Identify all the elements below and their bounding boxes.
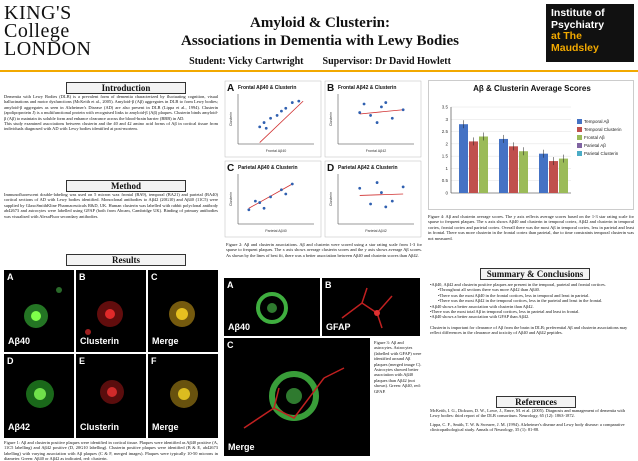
micrograph-clusterin-2 (76, 354, 146, 438)
logo-line: College (4, 20, 70, 42)
logo-line: at The Maudsley (551, 30, 599, 54)
logo-line: LONDON (4, 38, 92, 60)
kings-college-logo (4, 4, 96, 62)
figure-1-caption: Figure 1: Aβ and clusterin positive plaques were identified in cortical tissue. Plaques were identified as Aβ40 positive (A, 11C5 labelling) and Aβ42 positive (D, 20G10 labelling). Clusterin positive plaques were identified (B & E, ab42673 labelling) with varying association with Aβ plaques (C & F, merged images). Plaques were typically 10-50 microns in diameter. Green: Aβ40 or Aβ42 as indicated, red: clusterin. (4, 440, 218, 461)
summary-item: •Aβ40 shows a better association with GFAP than Aβ42. (430, 314, 530, 320)
y-tick-label: 0 (445, 190, 448, 196)
panel-letter: F (151, 356, 157, 366)
x-axis-label: Frontal Aβ42 (365, 149, 387, 153)
data-point (369, 203, 372, 206)
panel-letter: A (227, 83, 235, 94)
poster-title (140, 14, 500, 50)
conclusion-text: Clusterin is important for clearance of Aβ from the brain in DLB; preferential Aβ and clusterin associations may reflect differences in the clearance and toxicity of Aβ40 and Aβ42 peptides. (430, 324, 628, 336)
summary-list (430, 282, 630, 336)
data-point (263, 207, 266, 210)
data-point (280, 188, 283, 191)
panel-label: Aβ40 (8, 336, 31, 346)
summary-item: •Aβ40, Aβ42 and clusterin positive plaques are present in the temporal, parietal and frontal cortices. (430, 282, 606, 287)
panel-letter: A (7, 272, 14, 282)
panel-label: Merge (152, 336, 179, 346)
intro-paragraph: Dementia with Lewy Bodies (DLB) is a prevalent form of dementia characterized by fluctuating cognition, visual hallucinations and motor dysfunctions (McKeith et al., 2005). Amyloid-β (Aβ) aggregates in DLB to form Lewy bodies; amyloid-β aggregates as seen in Alzheimer's Disease (AD) are also present in DLB (Lippa et al., 1994). Clusterin (apolipoprotein J) is a multifunctional protein with recognised links to amyloid-β (Aβ) plaques. Clusterin binds amyloid-β (Aβ) to maintain its soluble form and enhance clearance across the blood-brain barrier (BBB) in AD. (4, 94, 218, 121)
bar (559, 159, 568, 193)
logo-line: KING'S (4, 2, 72, 24)
data-point (265, 127, 268, 130)
intro-heading: Introduction (66, 82, 186, 94)
figure-4-chart (428, 80, 634, 210)
reference-item: Lippa, C. F., Smith, T. W. & Swearer, J. M. (1994). Alzheimer's disease and Lewy body disease: a comparative clinicopathological study. Annals of Neurology, 35 (1): 81-88. (430, 421, 625, 433)
y-tick-label: 1 (445, 165, 448, 171)
panel-letter: B (325, 280, 332, 290)
legend-swatch (577, 127, 582, 132)
figure-2-scatter-grid (224, 80, 424, 240)
y-axis-label: Clusterin (329, 111, 333, 127)
legend-swatch (577, 151, 582, 156)
institute-logo (546, 4, 634, 62)
micrograph-astro-abeta40 (224, 278, 320, 336)
panel-letter: D (327, 163, 335, 174)
method-text: Immunofluorescent double-labeling was used on 5 micron wax frontal (BA9), temporal (BA21) and parietal (BA40) cortical sections of AD with Lewy bodies identified. Monoclonal antibodies to Aβ42 (20G10) and Aβ40 (11C5) were supplied by GlaxoSmithKline Pharmaceuticals R&D, UK. Human clusterin was labelled with rabbit polyclonal antibody ab42673 and astrocytes were labelled using GFAP (both from Abcam, Cambridge UK). Binding of primary antibodies was visualised with AlexaFluor secondary antibodies. (4, 192, 218, 219)
panel-label: Aβ40 (228, 322, 251, 332)
bar-chart-svg (429, 95, 635, 209)
data-point (269, 117, 272, 120)
bar (459, 124, 468, 193)
micrograph-merge-1 (148, 270, 218, 352)
data-point (376, 181, 379, 184)
panel-letter: C (227, 163, 235, 174)
x-axis-label: Frontal Aβ40 (265, 149, 287, 153)
scatter-panel (325, 161, 421, 237)
data-point (297, 100, 300, 103)
micrograph-abeta42 (4, 354, 74, 438)
panel-title: Parietal Aβ42 & Clusterin (338, 165, 398, 171)
data-point (402, 185, 405, 188)
panel-label: Clusterin (80, 336, 120, 346)
data-point (384, 205, 387, 208)
panel-letter: E (79, 356, 86, 366)
bar (509, 146, 518, 193)
legend-swatch (577, 135, 582, 140)
data-point (280, 110, 283, 113)
data-point (402, 108, 405, 111)
panel-label: Merge (152, 422, 179, 432)
figure-2 (224, 80, 424, 240)
data-point (363, 103, 366, 106)
panel-label: GFAP (326, 322, 351, 332)
chart-title: Aβ & Clusterin Average Scores (473, 84, 591, 93)
micrograph-merge-2 (148, 354, 218, 438)
panel-title: Frontal Aβ40 & Clusterin (238, 85, 297, 91)
figure-2-caption: Figure 2: Aβ and clusterin associations. Aβ and clusterin were scored using a star rating scale from 1-3 for sparse to frequent plaques. The x axis shows average clusterin scores and the y axis shows average Aβ scores. As shown by the lines of best fit, there was a better association between Aβ40 and clusterin scores than Aβ42. (226, 242, 422, 258)
references-heading: References (496, 396, 576, 408)
results-heading: Results (66, 254, 186, 266)
panel-letter: C (151, 272, 158, 282)
data-point (276, 114, 279, 117)
x-axis-label: Parietal Aβ40 (265, 229, 287, 233)
scatter-panel (225, 81, 321, 157)
reference-item: McKeith, I. G., Dickson, D. W., Lowe, J., Emre, M. et al. (2005). Diagnosis and management of dementia with Lewy bodies: third report of the DLB consortium. Neurology, 65 (12): 1863-1872. (430, 408, 625, 419)
figure-3-caption: Figure 3: Aβ and astrocytes. Astrocytes (labelled with GFAP) were identified around Aβ plaques (merged image C). Astrocytes showed better association with Aβ40 plaques than Aβ42 (not shown). Green: Aβ40, red: GFAP. (374, 340, 422, 394)
data-point (291, 183, 294, 186)
panel-title: Parietal Aβ40 & Clusterin (238, 165, 298, 171)
figure-4-caption: Figure 4: Aβ and clusterin average scores. The y axis reflects average scores based on the 1-3 star rating scale for sparse to frequent plaques. The x axis shows Aβ40 and clusterin in temporal cortex, Aβ42 and clusterin in temporal cortex, frontal cortex and parietal cortex. Overall there was the most Aβ in temporal cortex, less in parietal and least in frontal. There was more clusterin in the frontal cortex than parietal, due to time constraints temporal clusterin was not measured. (428, 214, 634, 241)
data-point (284, 193, 287, 196)
logo-line: Institute of (551, 7, 605, 19)
data-point (247, 208, 250, 211)
supervisor-name: Supervisor: Dr David Howlett (322, 56, 451, 67)
intro-paragraph: This study examined associations between clusterin and the 40 and 42 amino acid forms of Aβ in cortical tissue from individuals diagnosed with AD with Lewy bodies identified at post-mortem. (4, 121, 218, 132)
byline (150, 56, 490, 67)
figure-1-grid (4, 270, 218, 438)
data-point (391, 200, 394, 203)
y-axis-label: Clusterin (229, 191, 233, 207)
y-tick-label: 2.5 (441, 129, 448, 135)
legend-swatch (577, 119, 582, 124)
y-tick-label: 3.5 (441, 104, 448, 110)
y-axis-label: Clusterin (329, 191, 333, 207)
summary-item: •There was the most Aβ42 in the temporal cortices, less in the parietal and least in the frontal. (438, 298, 603, 304)
data-point (258, 201, 261, 204)
legend-label: Parietal Clusterin (584, 151, 619, 156)
student-name: Student: Vicky Cartwright (189, 56, 304, 67)
references-list (430, 408, 630, 433)
panel-letter: B (79, 272, 86, 282)
data-point (254, 200, 257, 203)
bar (479, 136, 488, 193)
data-point (263, 121, 266, 124)
panel-title: Frontal Aβ42 & Clusterin (338, 85, 397, 91)
summary-item: •There was the most total Aβ in temporal cortices, less in parietal and least in frontal. (430, 309, 580, 315)
summary-item: •There was the most Aβ40 in the frontal cortices, less in temporal and least in parietal. (438, 292, 590, 298)
panel-label: Aβ42 (8, 422, 31, 432)
panel-letter: C (227, 340, 234, 350)
summary-item: •Throughout all sections there was more Aβ42 than Aβ40. (438, 287, 540, 293)
panel-label: Merge (228, 442, 255, 452)
y-tick-label: 3 (445, 116, 448, 122)
y-axis-label: Clusterin (229, 111, 233, 127)
y-tick-label: 2 (445, 141, 448, 147)
data-point (391, 117, 394, 120)
legend-label: Parietal Aβ (584, 143, 606, 148)
header-divider (0, 70, 638, 72)
y-tick-label: 1.5 (441, 153, 448, 159)
bar (469, 141, 478, 193)
scatter-panel (225, 161, 321, 237)
legend-label: Temporal Aβ (584, 119, 610, 124)
bar (519, 151, 528, 193)
panel-label: Clusterin (80, 422, 120, 432)
bar (499, 139, 508, 193)
legend-label: Temporal Clusterin (584, 127, 622, 132)
title-line-1: Amyloid & Clusterin: (250, 15, 390, 31)
data-point (358, 187, 361, 190)
data-point (380, 191, 383, 194)
data-point (291, 101, 294, 104)
data-point (269, 195, 272, 198)
data-point (258, 125, 261, 128)
panel-letter: B (327, 83, 335, 94)
bar (549, 161, 558, 193)
y-tick-label: 0.5 (441, 178, 448, 184)
data-point (384, 101, 387, 104)
scatter-panel (325, 81, 421, 157)
summary-item: •Aβ40 shows a better association with clusterin than Aβ42. (430, 303, 534, 309)
panel-letter: A (227, 280, 234, 290)
intro-text (4, 94, 218, 132)
micrograph-abeta40 (4, 270, 74, 352)
x-axis-label: Parietal Aβ42 (365, 229, 387, 233)
micrograph-astro-merge (224, 338, 370, 456)
panel-letter: D (7, 356, 14, 366)
plaque-image (224, 338, 370, 456)
data-point (376, 121, 379, 124)
summary-heading: Summary & Conclusions (480, 268, 590, 280)
legend-label: Frontal Aβ (584, 135, 605, 140)
legend-swatch (577, 143, 582, 148)
title-line-2: Associations in Dementia with Lewy Bodies (181, 33, 459, 49)
micrograph-astro-gfap (322, 278, 420, 336)
data-point (358, 111, 361, 114)
data-point (380, 105, 383, 108)
logo-line: Psychiatry (551, 18, 605, 31)
data-point (369, 114, 372, 117)
micrograph-clusterin-1 (76, 270, 146, 352)
bar (539, 154, 548, 193)
method-heading: Method (66, 180, 186, 192)
data-point (284, 107, 287, 110)
